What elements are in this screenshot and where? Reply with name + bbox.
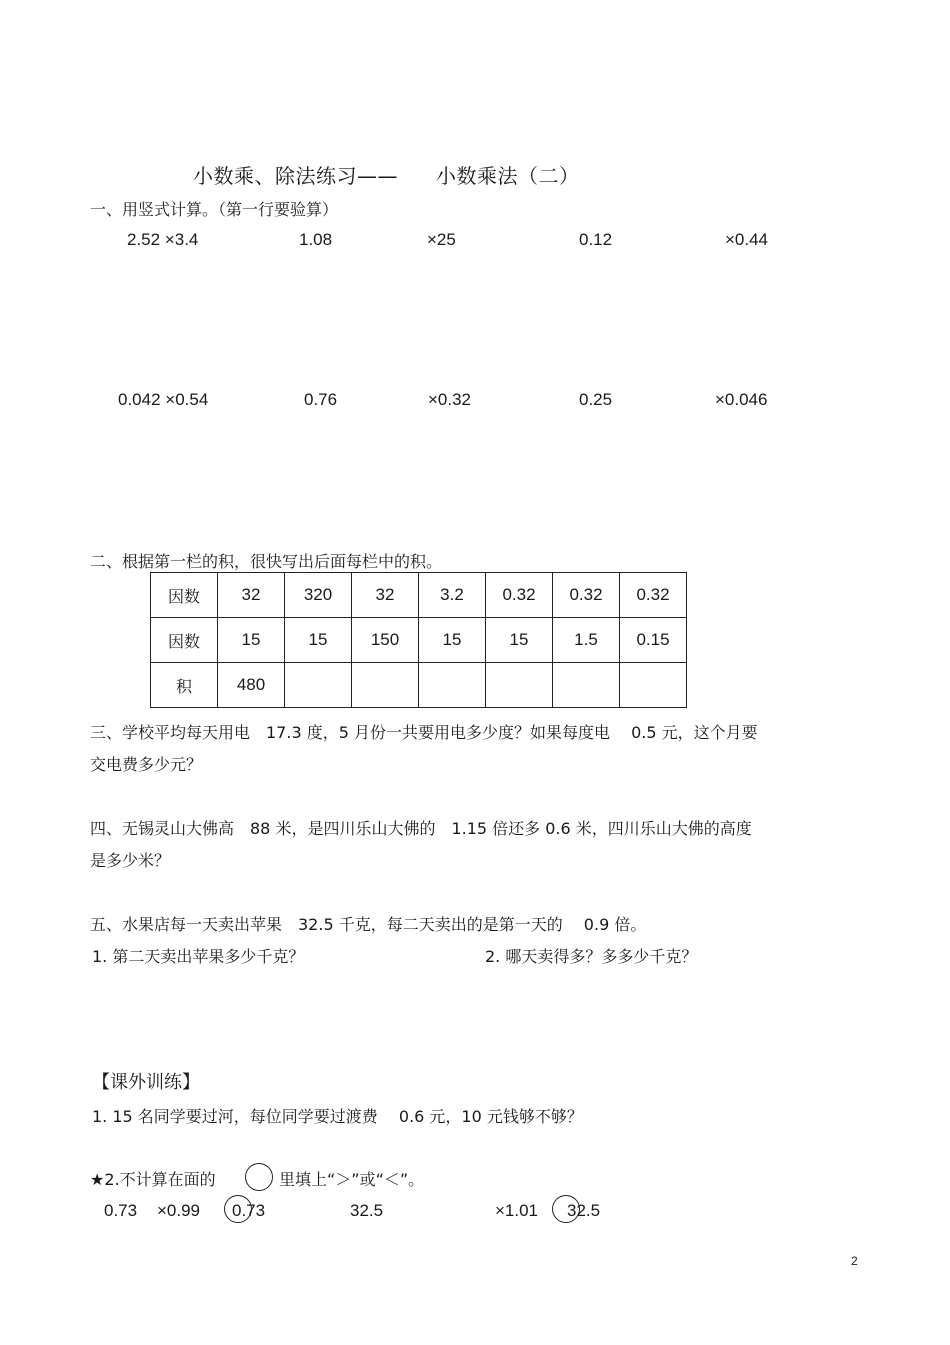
answer-cell[interactable] [352,663,419,708]
table-cell: 150 [352,618,419,663]
compare-multiplier: ×0.99 [157,1201,201,1220]
table-cell: 0.32 [553,573,620,618]
table-cell: 0.32 [620,573,687,618]
table-cell: 15 [285,618,352,663]
extra-q1: 1. 15 名同学要过河，每位同学要过渡费 0.6 元，10 元钱够不够？ [92,1107,583,1126]
answer-cell[interactable] [553,663,620,708]
compare-multiplier: ×1.01 [495,1201,539,1220]
compare-value: 32.5 [567,1201,601,1220]
section3-line1: 三、学校平均每天用电 17.3 度，5 月份一共要用电多少度？如果每度电 0.5 元，这个月要 [90,723,758,742]
extra-heading: 【课外训练】 [92,1072,200,1093]
answer-cell[interactable] [620,663,687,708]
section2-heading: 二、根据第一栏的积，很快写出后面每栏中的积。 [90,552,443,571]
row-label: 因数 [151,618,218,663]
section4-line1: 四、无锡灵山大佛高 88 米，是四川乐山大佛的 1.15 倍还多 0.6 米，四川乐山大佛的高度 [90,819,752,838]
table-cell: 15 [419,618,486,663]
compare-value: 0.73 [104,1201,138,1220]
calc-item: 0.25 [579,390,613,409]
page-title [193,160,580,189]
table-cell: 1.5 [553,618,620,663]
section4-line2: 是多少米？ [90,851,171,870]
table-row [151,663,687,708]
calc-item: ×0.32 [428,390,472,409]
calc-item: 0.12 [579,230,613,249]
table-cell: 15 [486,618,553,663]
calc-item: ×0.046 [715,390,768,409]
calc-item: ×0.44 [725,230,769,249]
calc-item: 0.76 [304,390,338,409]
row-label: 因数 [151,573,218,618]
compare-value: 0.73 [232,1201,266,1220]
calc-item: 0.042 ×0.54 [118,390,209,409]
table-row [151,618,687,663]
table-cell: 3.2 [419,573,486,618]
calc-item: 1.08 [299,230,333,249]
answer-cell[interactable] [419,663,486,708]
extra-q2-prefix: ★2.不计算在面的 [90,1170,216,1189]
title-part2: 小数乘法（二） [436,164,580,188]
table-cell: 32 [352,573,419,618]
blank-circle-icon [245,1163,273,1191]
calc-item: ×25 [427,230,456,249]
section5-line1: 五、水果店每一天卖出苹果 32.5 千克，每二天卖出的是第一天的 0.9 倍。 [90,915,647,934]
answer-cell[interactable] [285,663,352,708]
page-number: 2 [851,1254,858,1268]
extra-q2-suffix: 里填上“＞”或“＜”。 [279,1170,425,1189]
section1-heading: 一、用竖式计算。（第一行要验算） [90,200,339,219]
table-row [151,573,687,618]
section3-line2: 交电费多少元？ [90,755,203,774]
row-label: 积 [151,663,218,708]
table-cell: 0.32 [486,573,553,618]
table-cell: 32 [218,573,285,618]
table-cell: 15 [218,618,285,663]
answer-cell[interactable] [486,663,553,708]
product-table [150,572,687,708]
table-cell: 320 [285,573,352,618]
section5-q1: 1. 第二天卖出苹果多少千克？ [92,947,305,966]
table-cell: 0.15 [620,618,687,663]
title-part1: 小数乘、除法练习—— [193,164,398,188]
compare-value: 32.5 [350,1201,384,1220]
section5-q2: 2. 哪天卖得多？多多少千克？ [485,947,698,966]
table-cell: 480 [218,663,285,708]
calc-item: 2.52 ×3.4 [127,230,199,249]
